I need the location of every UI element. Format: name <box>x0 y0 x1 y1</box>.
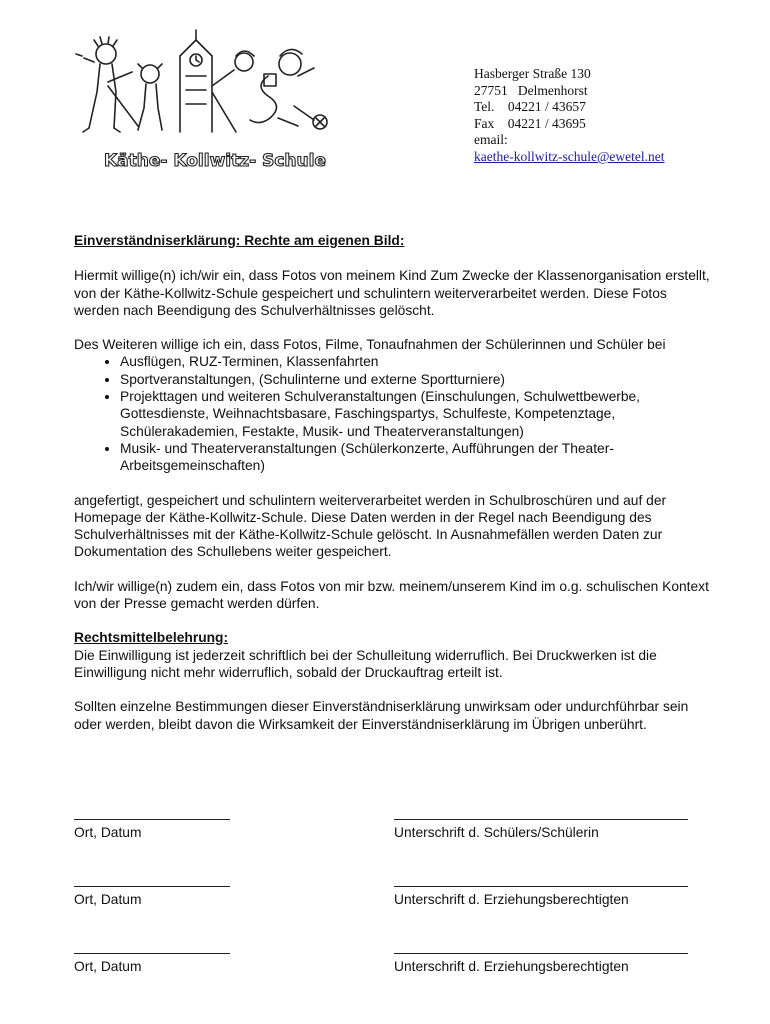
list-item: • Musik- und Theaterveranstaltungen (Schülerkonzerte, Aufführungen der Theater-Arbeitsgemeinschaften) <box>120 440 714 475</box>
address-tel: Tel. 04221 / 43657 <box>474 99 586 115</box>
logo-school-name: Käthe- Kollwitz- Schule <box>104 151 326 171</box>
email-link[interactable]: kaethe-kollwitz-schule@ewetel.net <box>474 148 665 164</box>
list-item: • Sportveranstaltungen, (Schulinterne und externe Sportturniere) <box>120 371 714 388</box>
place-date-line[interactable] <box>74 886 230 887</box>
place-date-line[interactable] <box>74 819 230 820</box>
signature-row <box>74 886 694 916</box>
guardian-signature-line[interactable] <box>394 886 688 887</box>
document-title: Einverständniserklärung: Rechte am eigenen Bild: <box>74 233 405 248</box>
guardian-signature-label: Unterschrift d. Erziehungsberechtigten <box>394 892 629 907</box>
place-date-line[interactable] <box>74 953 230 954</box>
school-logo <box>68 26 358 176</box>
list-item: • Ausflügen, RUZ-Terminen, Klassenfahrten <box>120 353 714 370</box>
signature-row <box>74 819 694 849</box>
student-signature-label: Unterschrift d. Schülers/Schülerin <box>394 825 599 840</box>
document-body <box>74 232 714 733</box>
address-city: 27751 Delmenhorst <box>474 82 588 98</box>
place-date-label: Ort, Datum <box>74 959 142 974</box>
legal-heading: Rechtsmittelbelehrung: <box>74 630 229 646</box>
address-email-label: email: <box>474 132 508 148</box>
address-fax: Fax 04221 / 43695 <box>474 115 586 131</box>
signature-row <box>74 953 694 983</box>
list-item: • Projekttagen und weiteren Schulveranstaltungen (Einschulungen, Schulwettbewerbe, Gottesdienste, Weihnachtsbasare, Faschingspartys, Schulfeste, Kompetenztage, Schülerakademien, Festakte, Musik- und Theaterveranstaltungen) <box>120 388 714 440</box>
school-address <box>474 66 664 166</box>
event-list <box>74 353 714 474</box>
paragraph-severability: Sollten einzelne Bestimmungen dieser Einverständniserklärung unwirksam oder undurchführbar sein oder werden, bleibt davon die Wirksamkeit der Einverständniserklärung im Übrigen unberührt. <box>74 699 689 732</box>
place-date-label: Ort, Datum <box>74 892 142 907</box>
place-date-label: Ort, Datum <box>74 825 142 840</box>
legal-text: Die Einwilligung ist jederzeit schriftlich bei der Schulleitung widerruflich. Bei Druckwerken ist die Einwilligung nicht mehr widerruflich, sobald der Druckauftrag erteilt ist. <box>74 647 657 680</box>
address-street: Hasberger Straße 130 <box>474 66 591 81</box>
guardian-signature-label: Unterschrift d. Erziehungsberechtigten <box>394 959 629 974</box>
paragraph-consent-media-intro: Des Weiteren willige ich ein, dass Fotos, Filme, Tonaufnahmen der Schülerinnen und Schüler bei <box>74 337 666 353</box>
paragraph-press-consent: Ich/wir willige(n) zudem ein, dass Fotos von mir bzw. meinem/unserem Kind im o.g. schulischen Kontext von der Presse gemacht werden dürfen. <box>74 578 709 612</box>
guardian-signature-line[interactable] <box>394 953 688 954</box>
paragraph-consent-class-photos: Hiermit willige(n) ich/wir ein, dass Fotos von meinem Kind Zum Zwecke der Klassenorganisation erstellt, von der Käthe-Kollwitz-Schule gespeichert und schulintern weiterverarbeitet werden. Diese Fotos werden nach Beendigung des Schulverhältnisses gelöscht. <box>74 268 710 318</box>
student-signature-line[interactable] <box>394 819 688 820</box>
paragraph-usage: angefertigt, gespeichert und schulintern weiterverarbeitet werden in Schulbroschüren und auf der Homepage der Käthe-Kollwitz-Schule. Diese Daten werden in der Regel nach Beendigung des Schulverhältnisses mit der Käthe-Kollwitz-Schule gelöscht. In Ausnahmefällen werden Daten zur Dokumentation des Schullebens weiter gespeichert. <box>74 492 667 560</box>
